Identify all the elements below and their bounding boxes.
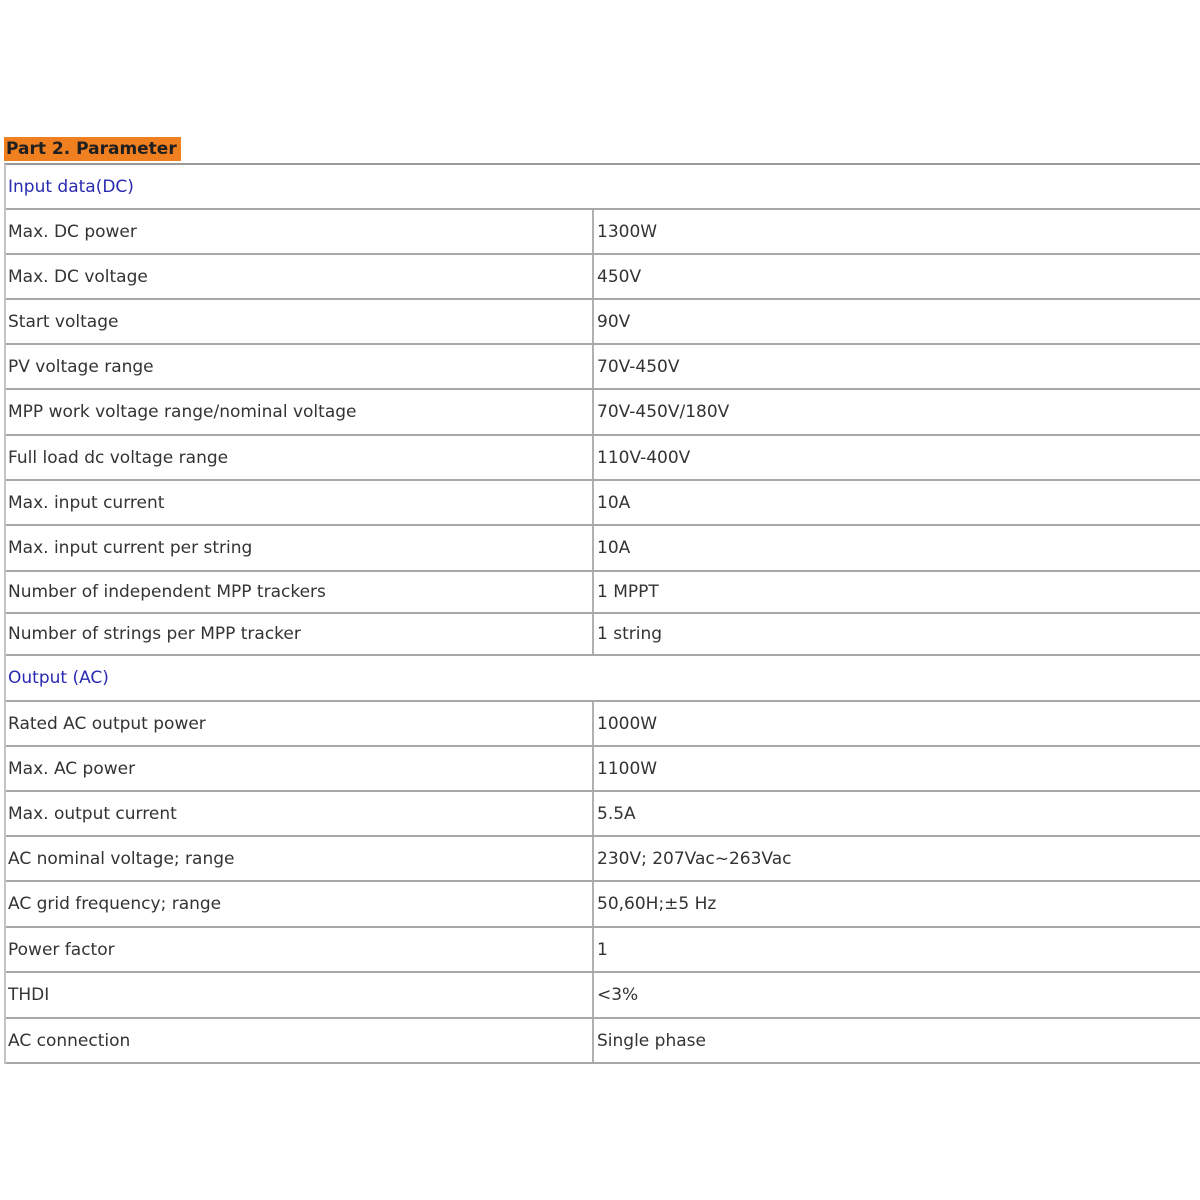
param-label: Max. input current per string [6, 526, 594, 570]
table-row [6, 702, 1200, 747]
param-value: 1 [597, 939, 608, 960]
param-label: Max. DC power [6, 210, 594, 253]
param-value: 230V; 207Vac~263Vac [597, 848, 792, 869]
param-value: 70V-450V/180V [597, 402, 730, 422]
param-value: 110V-400V [597, 447, 691, 468]
param-value: 1000W [597, 713, 658, 734]
table-row [6, 973, 1200, 1019]
table-row [6, 928, 1200, 973]
param-value: 90V [597, 311, 631, 332]
section-header-output-ac [6, 656, 1200, 702]
param-value: <3% [597, 985, 639, 1005]
table-row [6, 837, 1200, 882]
param-label: Max. output current [6, 792, 594, 835]
section-title: Output (AC) [8, 668, 109, 688]
param-value: 1300W [597, 221, 658, 242]
param-label: AC nominal voltage; range [6, 837, 594, 880]
param-label: Power factor [6, 928, 594, 971]
param-value: 1100W [597, 758, 658, 779]
param-value: 10A [597, 492, 631, 513]
table-row [6, 882, 1200, 928]
param-label: Start voltage [6, 300, 594, 343]
param-label: MPP work voltage range/nominal voltage [6, 390, 594, 434]
table-row [6, 1019, 1200, 1064]
param-label: AC grid frequency; range [6, 882, 594, 926]
param-label: Full load dc voltage range [6, 436, 594, 479]
param-value: 10A [597, 538, 631, 558]
param-label: THDI [6, 973, 594, 1017]
parameter-table [4, 163, 1200, 1064]
param-label: Rated AC output power [6, 702, 594, 745]
table-row [6, 436, 1200, 481]
param-value: 450V [597, 266, 642, 287]
table-row [6, 792, 1200, 837]
param-value: 1 string [597, 624, 663, 644]
param-value: Single phase [597, 1030, 706, 1051]
table-row [6, 481, 1200, 526]
table-row [6, 747, 1200, 792]
param-label: PV voltage range [6, 345, 594, 388]
table-row [6, 572, 1200, 614]
param-label: Max. AC power [6, 747, 594, 790]
section-header-input-dc [6, 165, 1200, 210]
param-value: 1 MPPT [597, 582, 659, 602]
table-row [6, 390, 1200, 436]
param-label: Number of independent MPP trackers [6, 572, 594, 612]
table-row [6, 255, 1200, 300]
table-row [6, 300, 1200, 345]
param-label: AC connection [6, 1019, 594, 1062]
param-label: Max. DC voltage [6, 255, 594, 298]
param-value: 70V-450V [597, 356, 680, 377]
param-value: 5.5A [597, 803, 636, 824]
table-row [6, 345, 1200, 390]
param-label: Number of strings per MPP tracker [6, 614, 594, 654]
table-row [6, 526, 1200, 572]
section-title: Input data(DC) [8, 176, 134, 197]
table-row [6, 614, 1200, 656]
section-heading: Part 2. Parameter [4, 137, 181, 161]
param-value: 50,60H;±5 Hz [597, 894, 717, 914]
param-label: Max. input current [6, 481, 594, 524]
table-row [6, 210, 1200, 255]
